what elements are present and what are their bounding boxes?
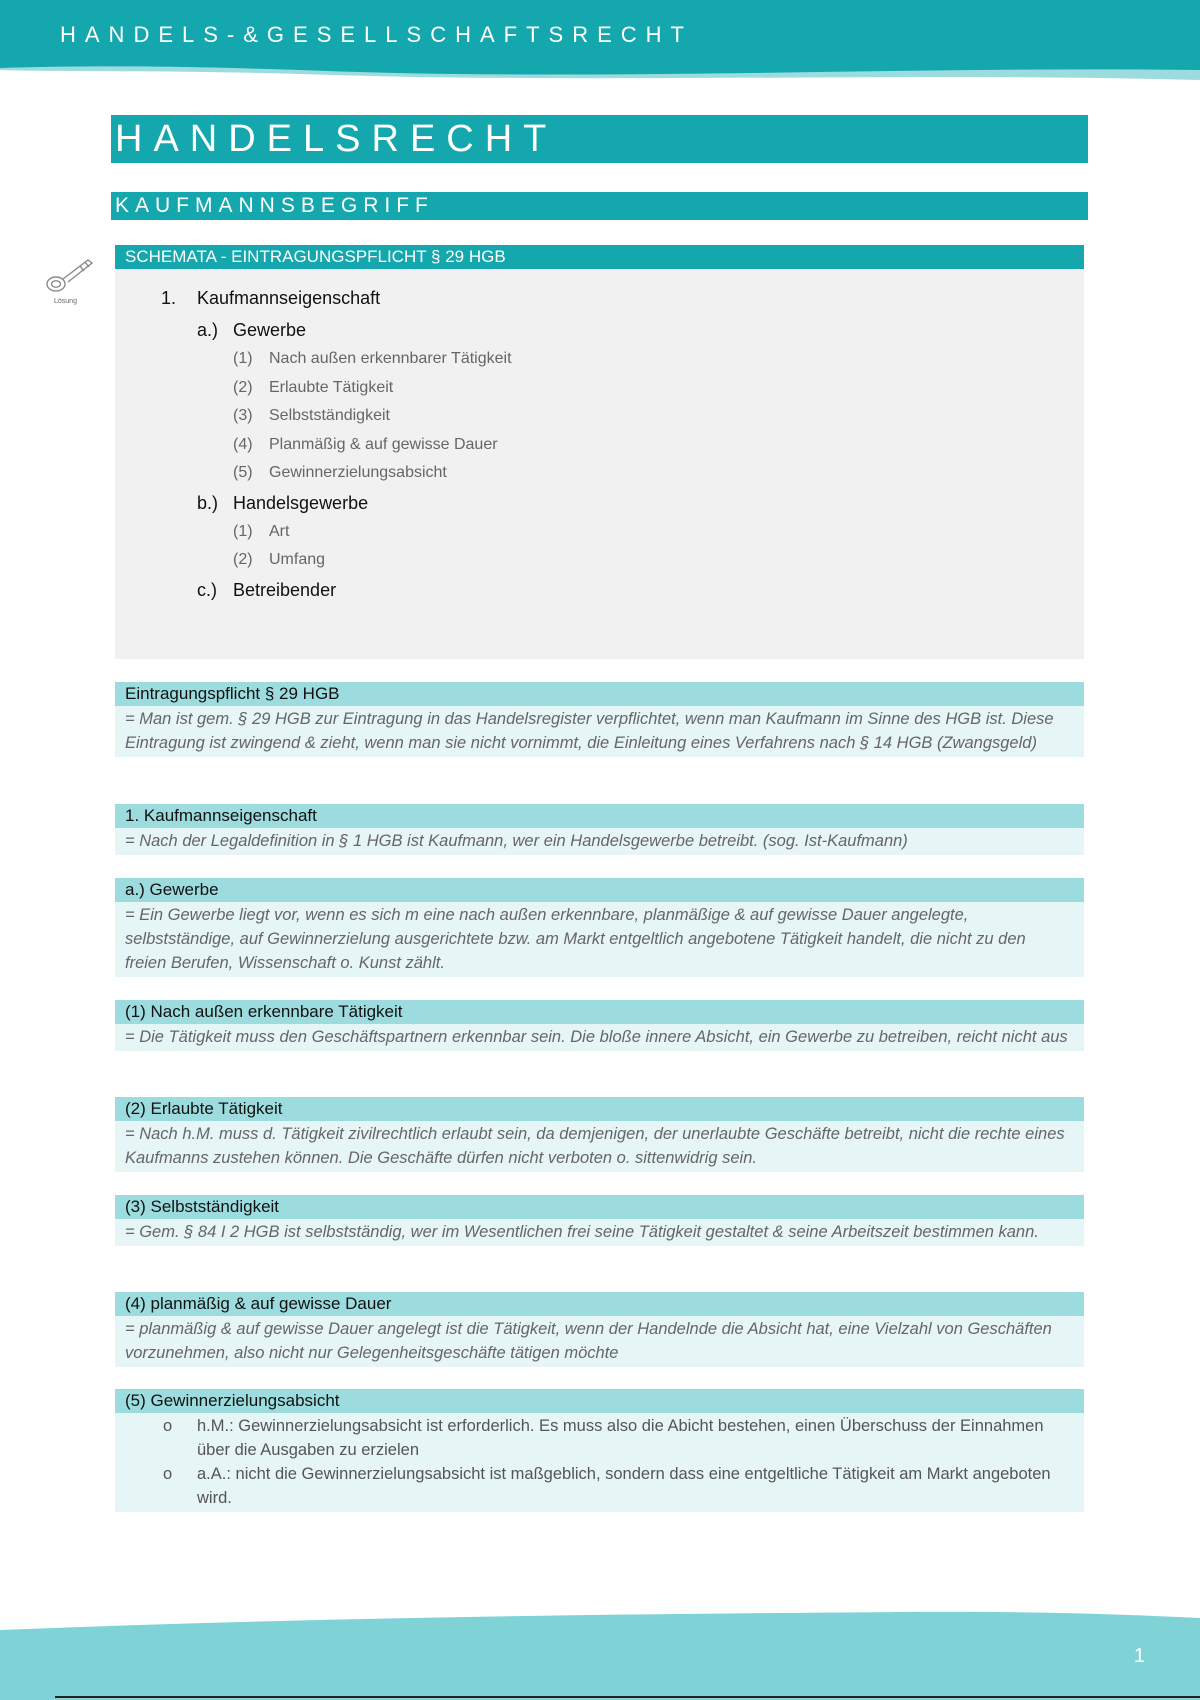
schema-subitem: [197, 488, 1084, 518]
heading-handelsrecht: HANDELSRECHT: [111, 115, 1088, 163]
definition-box-planmaessig: [115, 1292, 1084, 1367]
definition-text: = Nach h.M. muss d. Tätigkeit zivilrechtlich erlaubt sein, da demjenigen, der unerlaubte Geschäfte betreibt, nicht die rechte eines Kaufmanns zustehen können. Die Geschäfte dürfen nicht verboten o. sittenwidrig sein.: [125, 1125, 1065, 1167]
definition-title: (1) Nach außen erkennbare Tätigkeit: [115, 1000, 1084, 1024]
schema-subitem-label: Gewerbe: [233, 320, 307, 340]
schema-point-number: (3): [233, 407, 253, 424]
definition-box-gewerbe: [115, 878, 1084, 977]
schema-item: [161, 281, 1084, 315]
page-number: 1: [1133, 1645, 1145, 1667]
schema-subitem-label: Handelsgewerbe: [233, 492, 369, 513]
schema-subitem-number: a.): [197, 320, 219, 340]
bullet-item: [115, 1462, 1070, 1510]
bullet-list: [115, 1413, 1084, 1512]
schema-point-number: (2): [233, 551, 253, 568]
definition-text: = Ein Gewerbe liegt vor, wenn es sich m eine nach außen erkennbare, planmäßige & auf gewisse Dauer angelegte, selbstständige, auf Gewinnerzielung ausgerichtete bzw. am Markt entgeltlich angebotene Tätigkeit handelt, die nicht zu den freien Berufen, Wissenschaft o. Kunst zählt.: [125, 906, 1026, 972]
bullet-text: h.M.: Gewinnerzielungsabsicht ist erforderlich. Es muss also die Abicht bestehen, einen Überschuss der Einnahmen über die Ausgaben zu erzielen: [197, 1417, 1044, 1459]
bullet-item: [115, 1414, 1070, 1462]
definition-box-eintragungspflicht: [115, 682, 1084, 757]
definition-box-gewinnerzielungsabsicht: [115, 1389, 1084, 1512]
schema-point-label: Nach außen erkennbarer Tätigkeit: [269, 350, 512, 367]
schema-subitem-number: b.): [197, 492, 219, 513]
schema-subitem-number: c.): [197, 579, 217, 600]
schema-point: [233, 459, 1084, 488]
schema-item-label: Kaufmannseigenschaft: [197, 288, 381, 308]
header-title: HANDELS-&GESELLSCHAFTSRECHT: [60, 22, 693, 47]
schema-point: [233, 374, 1084, 403]
schema-point: [233, 402, 1084, 431]
schema-point-label: Gewinnerzielungsabsicht: [269, 464, 447, 481]
schema-title: SCHEMATA - EINTRAGUNGSPFLICHT § 29 HGB: [115, 245, 1084, 269]
schema-subitem: [197, 315, 1084, 345]
schema-subitem: [197, 575, 1084, 605]
definition-text: = Gem. § 84 I 2 HGB ist selbstständig, wer im Wesentlichen frei seine Tätigkeit gestaltet & seine Arbeitszeit bestimmen kann.: [125, 1223, 1039, 1241]
definition-title: 1. Kaufmannseigenschaft: [115, 804, 1084, 828]
schema-point-label: Erlaubte Tätigkeit: [269, 378, 394, 396]
definition-text: = Man ist gem. § 29 HGB zur Eintragung in das Handelsregister verpflichtet, wenn man Kaufmann im Sinne des HGB ist. Diese Eintragung ist zwingend & zieht, wenn man sie nicht vornimmt, die Einleitung eines Verfahrens nach § 14 HGB (Zwangsgeld): [125, 710, 1054, 752]
schema-point-number: (1): [233, 350, 253, 367]
schema-point-number: (1): [233, 522, 253, 540]
key-label: Lösung: [54, 298, 77, 305]
schema-item-number: 1.: [161, 288, 177, 308]
definition-box-selbststaendigkeit: [115, 1195, 1084, 1246]
definition-text: = Die Tätigkeit muss den Geschäftspartnern erkennbar sein. Die bloße innere Absicht, ein Gewerbe zu betreiben, reicht nicht aus: [125, 1028, 1068, 1046]
footer-wave: [0, 1610, 1200, 1700]
bullet-symbol: o: [163, 1465, 173, 1483]
schema-point-label: Art: [269, 522, 290, 540]
footer-rule: [55, 1696, 1200, 1698]
definition-box-kaufmannseigenschaft: [115, 804, 1084, 855]
definition-box-erlaubte-taetigkeit: [115, 1097, 1084, 1172]
schema-point-label: Selbstständigkeit: [269, 407, 390, 424]
schema-point-label: Umfang: [269, 551, 326, 568]
definition-text: = Nach der Legaldefinition in § 1 HGB ist Kaufmann, wer ein Handelsgewerbe betreibt. (sog. Ist-Kaufmann): [125, 832, 908, 850]
definition-title: (2) Erlaubte Tätigkeit: [115, 1097, 1084, 1121]
schema-point-number: (2): [233, 378, 253, 396]
schema-point: [233, 345, 1084, 374]
schema-point-number: (5): [233, 464, 253, 481]
schema-point: [233, 431, 1084, 460]
schema-subitem-label: Betreibender: [233, 579, 337, 600]
schema-point: [233, 546, 1084, 575]
schema-list: [115, 269, 1084, 605]
page-header: [0, 0, 1200, 90]
definition-title: a.) Gewerbe: [115, 878, 1084, 902]
bullet-symbol: o: [163, 1417, 173, 1435]
heading-kaufmannsbegriff: KAUFMANNSBEGRIFF: [111, 192, 1088, 220]
page-footer: [0, 1610, 1200, 1700]
bullet-text: a.A.: nicht die Gewinnerzielungsabsicht ist maßgeblich, sondern dass eine entgeltliche Tätigkeit am Markt angeboten wird.: [197, 1465, 1051, 1507]
definition-box-erkennbare-taetigkeit: [115, 1000, 1084, 1051]
schema-box: [115, 245, 1084, 659]
definition-text: = planmäßig & auf gewisse Dauer angelegt ist die Tätigkeit, wenn der Handelnde die Absicht hat, eine Vielzahl von Geschäften vorzunehmen, also nicht nur Gelegenheitsgeschäfte tätigen möchte: [125, 1320, 1052, 1362]
key-icon: [42, 252, 98, 302]
definition-title: (4) planmäßig & auf gewisse Dauer: [115, 1292, 1084, 1316]
definition-title: (3) Selbstständigkeit: [115, 1195, 1084, 1219]
schema-point: [233, 518, 1084, 547]
schema-point-number: (4): [233, 435, 253, 453]
definition-title: Eintragungspflicht § 29 HGB: [115, 682, 1084, 706]
schema-point-label: Planmäßig & auf gewisse Dauer: [269, 435, 498, 453]
definition-title: (5) Gewinnerzielungsabsicht: [115, 1389, 1084, 1413]
